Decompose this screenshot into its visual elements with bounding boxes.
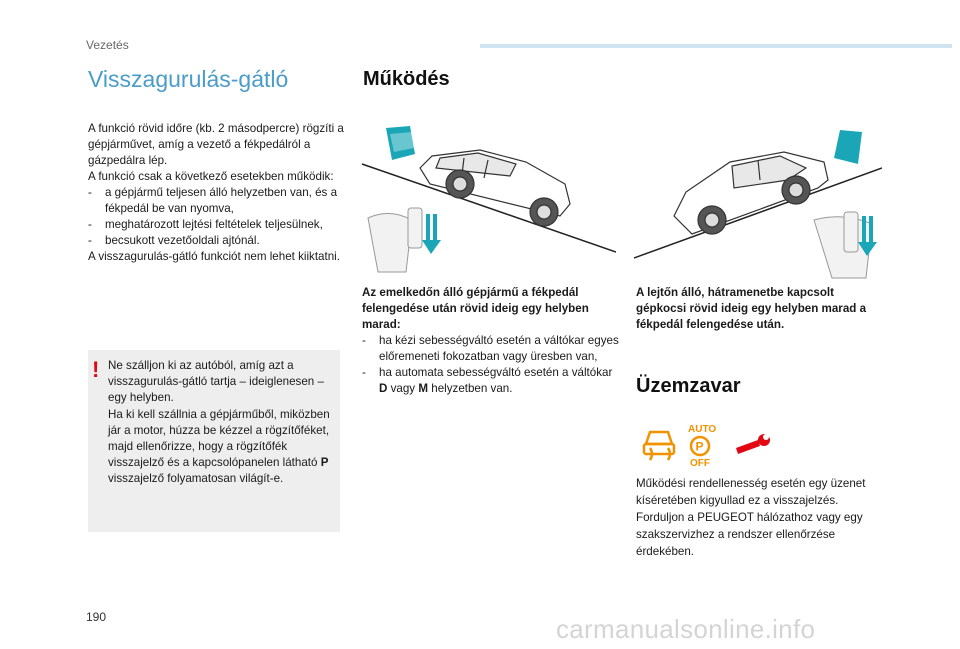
page-number: 190 bbox=[86, 610, 107, 624]
operation-title: Működés bbox=[363, 68, 450, 90]
downhill-caption: A lejtőn álló, hátramenetbe kapcsolt gépkocsi rövid ideig egy helyben marad a fékpedál felengedése után. bbox=[636, 286, 867, 331]
gear-d-label: D bbox=[379, 382, 388, 395]
uphill-caption bbox=[362, 285, 620, 397]
warning-icon: ! bbox=[92, 357, 100, 382]
intro-text bbox=[88, 121, 346, 265]
running-header: Vezetés bbox=[86, 38, 129, 52]
auto-p-off-icon bbox=[688, 424, 716, 469]
gear-m-label: M bbox=[418, 382, 429, 395]
p-label: P bbox=[695, 439, 704, 454]
warning-line-end: visszajelző folyamatosan világít-e. bbox=[108, 472, 284, 486]
off-label: OFF bbox=[690, 458, 710, 469]
condition-text: helyzetben van. bbox=[431, 382, 513, 395]
malfunction-indicators bbox=[640, 420, 780, 470]
wrench-icon bbox=[736, 434, 770, 454]
pedal-arrow-icon bbox=[422, 214, 441, 254]
warning-line: Ne szálljon ki az autóból, amíg azt a visszagurulás-gátló tartja – ideiglenesen – egy helyben. bbox=[108, 359, 324, 405]
car-icon bbox=[420, 150, 570, 226]
condition-text: vagy bbox=[390, 382, 416, 395]
section-title: Visszagurulás-gátló bbox=[88, 66, 289, 92]
warning-line-text: Ha ki kell szállnia a gépjárműből, miközben jár a motor, húzza be kézzel a rögzítőféket, majd ellenőrizze, hogy a rögzítőfék visszajelző és a kapcsolópanelen látható bbox=[108, 407, 330, 470]
auto-label: AUTO bbox=[688, 424, 717, 435]
warning-line bbox=[108, 407, 336, 488]
brake-pedal-icon bbox=[368, 208, 422, 272]
malfunction-text: Működési rendellenesség esetén egy üzenet kíséretében kigyullad ez a visszajelzés. Forduljon a PEUGEOT hálózathoz vagy egy szakszervizhez a rendszer ellenőrzése érdekében. bbox=[636, 477, 866, 558]
uphill-condition bbox=[362, 365, 620, 397]
watermark: carmanualsonline.info bbox=[556, 614, 816, 644]
header-divider bbox=[480, 44, 952, 48]
malfunction-title: Üzemzavar bbox=[636, 375, 741, 397]
downhill-car-illustration bbox=[634, 116, 882, 284]
car-icon bbox=[674, 152, 828, 234]
condition-item: - a gépjármű teljesen álló helyzetben van, és a fékpedál be van nyomva, bbox=[88, 185, 346, 217]
uphill-caption-title: Az emelkedőn álló gépjármű a fékpedál felengedése után rövid ideig egy helyben marad: bbox=[362, 286, 589, 331]
warning-text bbox=[108, 358, 336, 488]
condition-item: - becsukott vezetőoldali ajtónál. bbox=[88, 233, 346, 249]
intro-paragraph: A funkció rövid időre (kb. 2 másodpercre) rögzíti a gépjárművet, amíg a vezető a fékpedálról a gázpedálra lép. bbox=[88, 122, 344, 167]
vehicle-skid-warning-icon bbox=[644, 432, 674, 460]
intro-conditions-heading: A funkció csak a következő esetekben működik: bbox=[88, 170, 334, 183]
uphill-car-illustration bbox=[360, 112, 616, 284]
condition-item: - meghatározott lejtési feltételek teljesülnek, bbox=[88, 217, 346, 233]
condition-text: ha automata sebességváltó esetén a váltókar bbox=[379, 366, 613, 379]
p-indicator-letter: P bbox=[320, 456, 329, 470]
backward-arrow-icon bbox=[386, 126, 415, 160]
forward-arrow-icon bbox=[834, 130, 862, 164]
intro-note: A visszagurulás-gátló funkciót nem lehet kiiktatni. bbox=[88, 250, 340, 263]
uphill-condition: - ha kézi sebességváltó esetén a váltókar egyes előremeneti fokozatban vagy üresben van, bbox=[362, 333, 620, 365]
